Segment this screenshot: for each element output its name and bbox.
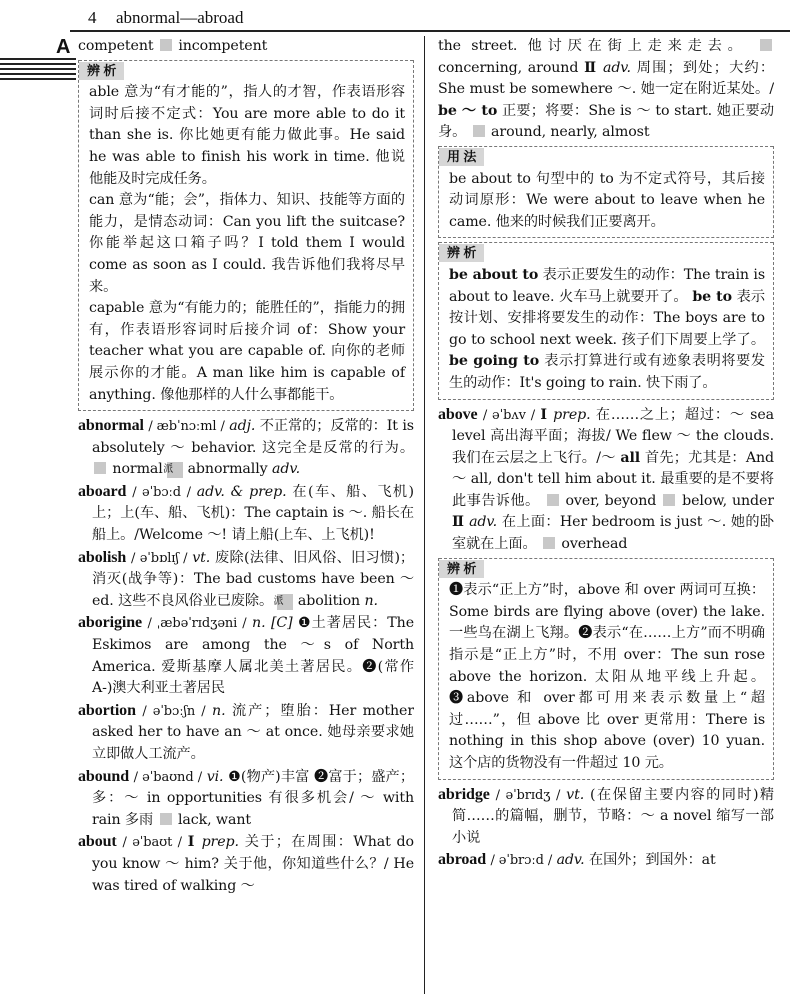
discrimination-box-able xyxy=(78,60,414,412)
derivative-marker-icon: 派 xyxy=(167,462,183,478)
pronunciation: / æbˈnɔːml / xyxy=(148,419,225,435)
pronunciation: / ˌæbəˈrɪdʒəni / xyxy=(147,616,247,632)
box-text: be about to 句型中的 to 为不定式符号，其后接动词原形：We were about to leave when he came. 他来的时候我们正要离开。 xyxy=(449,170,765,230)
antonym-marker-icon xyxy=(160,39,172,51)
definition: ❶(物产)丰富 ❷富于；盛产；多：～ in opportunities 有很多机会/ ～ with rain 多雨 xyxy=(92,768,414,828)
sense-numeral: Ⅱ xyxy=(584,59,598,76)
definition: ❶土著居民：The Eskimos are among the ～s of North America. 爱斯基摩人属北美土著居民。❷(常作 A-)澳大利亚土著居民 xyxy=(92,615,414,697)
pronunciation: / əˈbʌv / xyxy=(482,407,536,423)
definition: 在……之上；超过：～ sea level 高出海平面；海拔/ We flew ～ the clouds. 我们在云层之上飞行。/～ xyxy=(452,406,774,466)
thumb-index-lines xyxy=(0,58,76,83)
definition: (在保留主要内容的同时)精简……的篇幅，删节，节略：～ a novel 缩写一部小说 xyxy=(452,786,774,846)
synonym-marker-icon xyxy=(547,494,559,506)
definition: 在国外；到国外：at xyxy=(588,852,716,869)
headword: aboard xyxy=(78,482,127,500)
part-of-speech: vi. xyxy=(206,768,224,785)
entry-above: above / əˈbʌv / Ⅰ prep. 在……之上；超过：～ sea level 高出海平面；海拔/ We flew ～ the clouds. 我们在云层之上飞行。/～ all 首先；尤其是：And ～ all, don't tell him about it. 最重要的是不要将此事告诉他。 over, beyond below, under Ⅱ adv. 在上面：Her bedroom is just ～. 她的卧室就在上面。 overhead xyxy=(438,405,774,553)
box-tag: 辨 析 xyxy=(439,560,484,578)
headword: abroad xyxy=(438,851,487,869)
box-tag: 用 法 xyxy=(439,148,484,166)
running-header xyxy=(70,4,790,32)
thumb-index-letter: A xyxy=(56,36,71,58)
entry-abound: abound / əˈbaʊnd / vi. ❶(物产)丰富 ❷富于；盛产；多：～ in opportunities 有很多机会/ ～ with rain 多雨 lack, want xyxy=(78,767,414,828)
entry-aboard xyxy=(78,481,414,547)
box-tag: 辨 析 xyxy=(79,62,124,80)
competent-line: competent incompetent xyxy=(78,38,268,54)
definition: 废除(法律、旧风俗、旧习惯)；消灭(战争等)：The bad customs have been ～ed. 这些不良风俗业已废除。 xyxy=(92,549,414,609)
antonym-marker-icon xyxy=(94,462,106,474)
definition: 不正常的；反常的：It is absolutely ～ behavior. 这完全是反常的行为。 xyxy=(92,418,414,456)
box-tag: 辨 析 xyxy=(439,244,484,262)
entry-about xyxy=(78,831,414,897)
entry-abridge xyxy=(438,784,774,850)
sense-numeral: Ⅰ xyxy=(540,406,548,423)
sense-numeral: Ⅱ xyxy=(452,514,465,531)
box-text: ❶表示“正上方”时，above 和 over 两词可互换：Some birds are flying above (over) the lake. 一些鸟在湖上飞翔。❷表示“在……上方”而不明确指示是“正上方”时，不用 over：The sun rose above the horizon. 太阳从地平线上升起。❸above 和 over都可用来表示数量上“超过……”，但 above 比 over 更常用：There is nothing in this shop above (over) 10 yuan. 这个店的货物没有一件超过 10 元。 xyxy=(449,582,765,771)
headword: abortion xyxy=(78,701,136,719)
headword: abolish xyxy=(78,548,127,566)
phrase: all xyxy=(620,449,641,466)
pronunciation: / əˈbrɔːd / xyxy=(490,853,553,869)
part-of-speech: prep. xyxy=(201,834,239,851)
part-of-speech: vt. xyxy=(192,549,211,566)
headword: above xyxy=(438,405,478,423)
left-column xyxy=(78,36,414,996)
box-text: able 意为“有才能的”，指人的才智，作表语形容词时后接不定式：You are more able to do it than she is. 你比她更有能力做此事。He said he was able to finish his work in time. 他说他能及时完成任务。 xyxy=(89,84,405,187)
pronunciation: / əˈbaʊnd / xyxy=(133,769,203,785)
entry-about-continued: the street. 他讨厌在街上走来走去。 concerning, around Ⅱ adv. 周围；到处；大约：She must be somewhere ～. 她一定在附近某处。/ be ～ to 正要；将要：She is ～ to start. 她正要动身。 around, nearly, almost xyxy=(438,38,774,141)
part-of-speech: prep. xyxy=(553,406,591,423)
pronunciation: / əˈbɒlɪʃ / xyxy=(131,550,188,566)
phrase: be ～ to xyxy=(438,102,498,119)
headword-range: abnormal—abroad xyxy=(116,8,244,27)
entry-abortion xyxy=(78,700,414,766)
box-text: capable 意为“有能力的；能胜任的”，指能力的拥有，作表语形容词时后接介词 of：Show your teacher what you are capable of. 向你的老师展示你的才能。A man like him is capable of anything. 像他那样的人什么事都能干。 xyxy=(89,300,405,403)
page-number: 4 xyxy=(88,8,97,27)
right-column xyxy=(438,36,774,996)
headword: abridge xyxy=(438,785,490,803)
part-of-speech: adv. & prep. xyxy=(196,483,287,500)
headword: aborigine xyxy=(78,614,142,632)
part-of-speech: adj. xyxy=(229,418,256,435)
definition: 流产；堕胎：Her mother asked her to have an ～ at once. 她母亲要求她立即做人工流产。 xyxy=(92,702,414,762)
pronunciation: / əˈbɔːd / xyxy=(132,484,191,500)
synonym-marker-icon xyxy=(760,39,772,51)
headword: abnormal xyxy=(78,417,144,435)
antonym-marker-icon xyxy=(663,494,675,506)
usage-box-about xyxy=(438,146,774,238)
column-divider xyxy=(424,36,425,994)
entry-abolish: abolish / əˈbɒlɪʃ / vt. 废除(法律、旧风俗、旧习惯)；消灭(战争等)：The bad customs have been ～ed. 这些不良风俗业已废除。 派 abolition n. xyxy=(78,548,414,609)
synonym-marker-icon xyxy=(473,125,485,137)
entry-abroad xyxy=(438,849,774,872)
part-of-speech: n. [C] xyxy=(252,615,293,632)
pronunciation: / əˈbaʊt / xyxy=(122,835,182,851)
discrimination-box-above xyxy=(438,558,774,780)
entry-aborigine xyxy=(78,612,414,699)
part-of-speech: vt. xyxy=(566,786,585,803)
derivative-marker-icon: 派 xyxy=(277,594,293,610)
discrimination-box-be-about-to xyxy=(438,242,774,399)
synonym-marker-icon xyxy=(543,537,555,549)
headword: abound xyxy=(78,767,129,785)
pronunciation: / əˈbrɪdʒ / xyxy=(495,787,561,803)
definition: 在(车、船、飞机)上；上(车、船、飞机)：The captain is ～. 船长在船上。/Welcome ～! 请上船(上车、上飞机)! xyxy=(92,483,414,544)
sense-numeral: Ⅰ xyxy=(187,834,196,851)
entry-abnormal: abnormal / æbˈnɔːml / adj. 不正常的；反常的：It is absolutely ～ behavior. 这完全是反常的行为。 normal 派 abnormally adv. xyxy=(78,417,414,478)
part-of-speech: adv. xyxy=(556,852,585,869)
box-text: be about to 表示正要发生的动作：The train is about to leave. 火车马上就要开了。 be to 表示按计划、安排将要发生的动作：The boys are to go to school next week. 孩子们下周要上学了。 be going to 表示打算进行或有迹象表明将要发生的动作：It's going to rain. 快下雨了。 xyxy=(449,266,765,391)
antonym-marker-icon xyxy=(160,813,172,825)
definition: 关于；在周围：What do you know ～ him? 关于他，你知道些什么？/ He was tired of walking ～ xyxy=(92,834,414,894)
headword: about xyxy=(78,833,117,851)
pronunciation: / əˈbɔːʃn / xyxy=(142,703,206,719)
part-of-speech: n. xyxy=(212,702,226,719)
box-text: can 意为“能；会”，指体力、知识、技能等方面的能力，是情态动词：Can you lift the suitcase? 你能举起这口箱子吗？I told them I would come as soon as I could. 我告诉他们我将尽早来。 xyxy=(89,192,405,295)
